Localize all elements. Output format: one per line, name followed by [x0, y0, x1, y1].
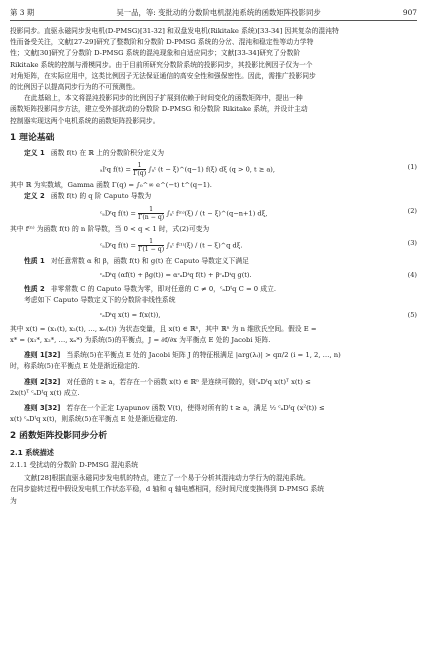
definition-2	[10, 191, 417, 202]
equation-number: (5)	[407, 310, 417, 319]
text-line: 对角矩阵，在实际应用中，这类比例因子无法保证通信的高安全性和强保密性。因此，需推广投影同步	[10, 71, 316, 80]
eq1-lhs: ₐIᵗq f(t) =	[100, 165, 131, 174]
intro-paragraph-1	[10, 26, 417, 93]
text-line: 时，称系统(5)在平衡点 E 处是渐近稳定的.	[10, 362, 140, 371]
article-body	[10, 26, 417, 507]
definition-1	[10, 148, 417, 159]
equation-number: (3)	[407, 238, 417, 247]
eq1-fraction	[133, 162, 146, 177]
definition-2-text: 函数 f(t) 的 q 阶 Caputo 导数为	[50, 192, 152, 201]
eq3-denominator: Γ(1 − q)	[138, 245, 165, 253]
eq3-numerator: 1	[138, 238, 164, 246]
subsection-2-1-1-heading: 2.1.1 受扰动的分数阶 D-PMSG 混沌系统	[10, 460, 139, 469]
page-number: 907	[402, 8, 417, 17]
text-line: 函数矩阵投影同步方法，建立受外部扰动的分数阶 D-PMSG 和分数阶 Rikitake 系统，并设计主动	[10, 105, 308, 114]
text-line: 考虑如下 Caputo 导数定义下的分数阶非线性系统	[24, 296, 176, 305]
section-2-heading: 2 函数矩阵投影同步分析	[10, 431, 108, 442]
property-1-text: 对任意常数 α 和 β，函数 f(t) 和 g(t) 在 Caputo 导数定义下满足	[50, 256, 249, 265]
property-1-label: 性质 1	[24, 256, 45, 265]
eq2-rhs: ∫ₐᵗ f⁽ⁿ⁾(ξ) / (t − ξ)^(q−n+1) dξ,	[166, 209, 268, 218]
eq2-fraction	[138, 206, 164, 221]
text-line: 在同步旋转过程中假设发电机工作状态平稳，d 轴和 q 轴电感相同，经时间尺度变换得到 D-PMSG 系统	[10, 485, 325, 494]
eq1-denominator: Γ(q)	[133, 170, 147, 178]
definition-2-label: 定义 2	[24, 192, 45, 201]
text-line: 其中 f⁽ⁿ⁾ 为函数 f(t) 的 n 阶导数，当 0 < q < 1 时，式(2)可变为	[10, 224, 210, 233]
text-line: Rikitake 系统的控制与滑模同步。由于目前所研究分数阶系统的投影同步，其投影比例因子仅为一个	[10, 60, 313, 69]
eq1-numerator: 1	[133, 162, 146, 170]
criterion-1	[10, 350, 417, 361]
text-line: 为	[10, 496, 17, 505]
eq2-denominator: Γ(n − q)	[138, 213, 165, 221]
text-line: x(t) ᶜₐDᵗq x(t)，则系统(5)在平衡点 E 处是渐近稳定的.	[10, 415, 178, 424]
text-line: 性；文献[30]研究了分数阶 D-PMSG 系统的混沌现象和自适应同步；文献[33-34]研究了分数阶	[10, 49, 301, 58]
property-1	[10, 256, 417, 267]
equation-number: (4)	[407, 271, 417, 280]
criterion-2-label: 准则 2[32]	[24, 377, 61, 386]
eq3-lhs: ᶜₐDᵗq f(t) =	[100, 241, 136, 250]
equation-2	[10, 206, 417, 221]
equation-3	[10, 238, 417, 253]
gamma-definition: 其中 ℝ 为实数域，Gamma 函数 Γ(q) = ∫₀^∞ e^(−t) t^(q−1).	[10, 181, 212, 190]
criterion-1-label: 准则 1[32]	[24, 351, 61, 360]
eq3-fraction	[138, 238, 164, 253]
text-line: x* = (x₁*, x₂*, …, xₙ*) 为系统(5)的平衡点，J = ∂f/∂x 为平衡点 E 处的 Jacobi 矩阵.	[10, 336, 271, 345]
text-line: 投影同步。直驱永磁同步发电机(D-PMSG)[31-32] 和双盘发电机(Rikitake 系统)[33-34] 因其复杂的混沌特	[10, 27, 339, 35]
section-1-heading: 1 理论基础	[10, 132, 55, 143]
criterion-3-text: 若存在一个正定 Lyapunov 函数 V(t)，使得对所有的 t ≥ a，满足 ½ ᶜₐDᵗq (x²(t)) ≤	[66, 404, 325, 413]
eq4-body: ᶜₐDᵗq (αf(t) + βg(t)) = αᶜₐDᵗq f(t) + βᶜₐDᵗq g(t).	[100, 271, 252, 280]
property-2-label: 性质 2	[24, 285, 45, 294]
criterion-2	[10, 377, 417, 388]
equation-number: (1)	[407, 163, 417, 172]
equation-1	[10, 162, 417, 177]
equation-number: (2)	[407, 206, 417, 215]
text-line: 文献[28]根据直驱永磁同步发电机的特点，建立了一个易于分析其混沌动力学行为的混沌系统。	[24, 474, 310, 483]
text-line: 在此基础上，本文将混沌投影同步的比例因子扩展到依赖于时间变化的函数矩阵中，提出一种	[24, 94, 303, 103]
criterion-3-label: 准则 3[32]	[24, 404, 61, 413]
running-title: 吴一品，等: 变批动的分数阶电机混沌系统的函数矩阵投影同步	[116, 8, 321, 17]
property-2	[10, 284, 417, 295]
eq5-body: ᶜₐDᵗq x(t) = f(x(t)),	[100, 310, 161, 319]
running-header	[10, 6, 417, 21]
text-line: 其中 x(t) = (x₁(t), x₂(t), …, xₙ(t)) 为状态变量，且 x(t) ∈ ℝⁿ，其中 ℝⁿ 为 n 维欧氏空间。假设 E =	[10, 324, 317, 333]
text-line: 控制器实现这两个电机系统的函数矩阵投影同步。	[10, 116, 160, 125]
eq2-lhs: ᶜₐDᵗq f(t) =	[100, 209, 136, 218]
text-line: 2x(t)ᵀ ᶜₐDᵗq x(t) 成立.	[10, 388, 80, 397]
criterion-2-text: 对任意的 t ≥ a，若存在一个函数 x(t) ∈ ℝⁿ 是连续可微的，则ᶜₐDᵗq x(t)ᵀ x(t) ≤	[66, 377, 311, 386]
definition-1-label: 定义 1	[24, 149, 45, 158]
text-line: 的比例因子以提高同步行为的不可预测性。	[10, 83, 140, 92]
eq1-rhs: ∫ₐᵗ (t − ξ)^(q−1) f(ξ) dξ (q > 0, t ≥ a),	[148, 165, 275, 174]
intro-paragraph-2	[10, 93, 417, 127]
issue-number: 第 3 期	[10, 8, 35, 17]
equation-5	[10, 310, 417, 321]
eq2-numerator: 1	[138, 206, 164, 214]
equation-4	[10, 270, 417, 281]
text-line: 性而备受关注，文献[27-29]研究了整数阶和分数阶 D-PMSG 系统的分岔、混沌和稳定性等动力学特	[10, 38, 314, 47]
criterion-3	[10, 403, 417, 414]
eq3-rhs: ∫ₐᵗ f⁽¹⁾(ξ) / (t − ξ)^q dξ.	[166, 241, 243, 250]
definition-1-text: 函数 f(t) 在 ℝ 上的分数阶积分定义为	[50, 149, 165, 158]
subsection-2-1-heading: 2.1 系统描述	[10, 447, 54, 457]
property-2-text: 非零常数 C 的 Caputo 导数为零，即对任意的 C ≠ 0，ᶜₐDᵗq C = 0 成立.	[50, 285, 277, 294]
criterion-1-text: 当系统(5)在平衡点 E 处的 Jacobi 矩阵 J 的特征根满足 |arg(λᵢ)| > qπ/2 (i = 1, 2, …, n)	[66, 351, 341, 360]
